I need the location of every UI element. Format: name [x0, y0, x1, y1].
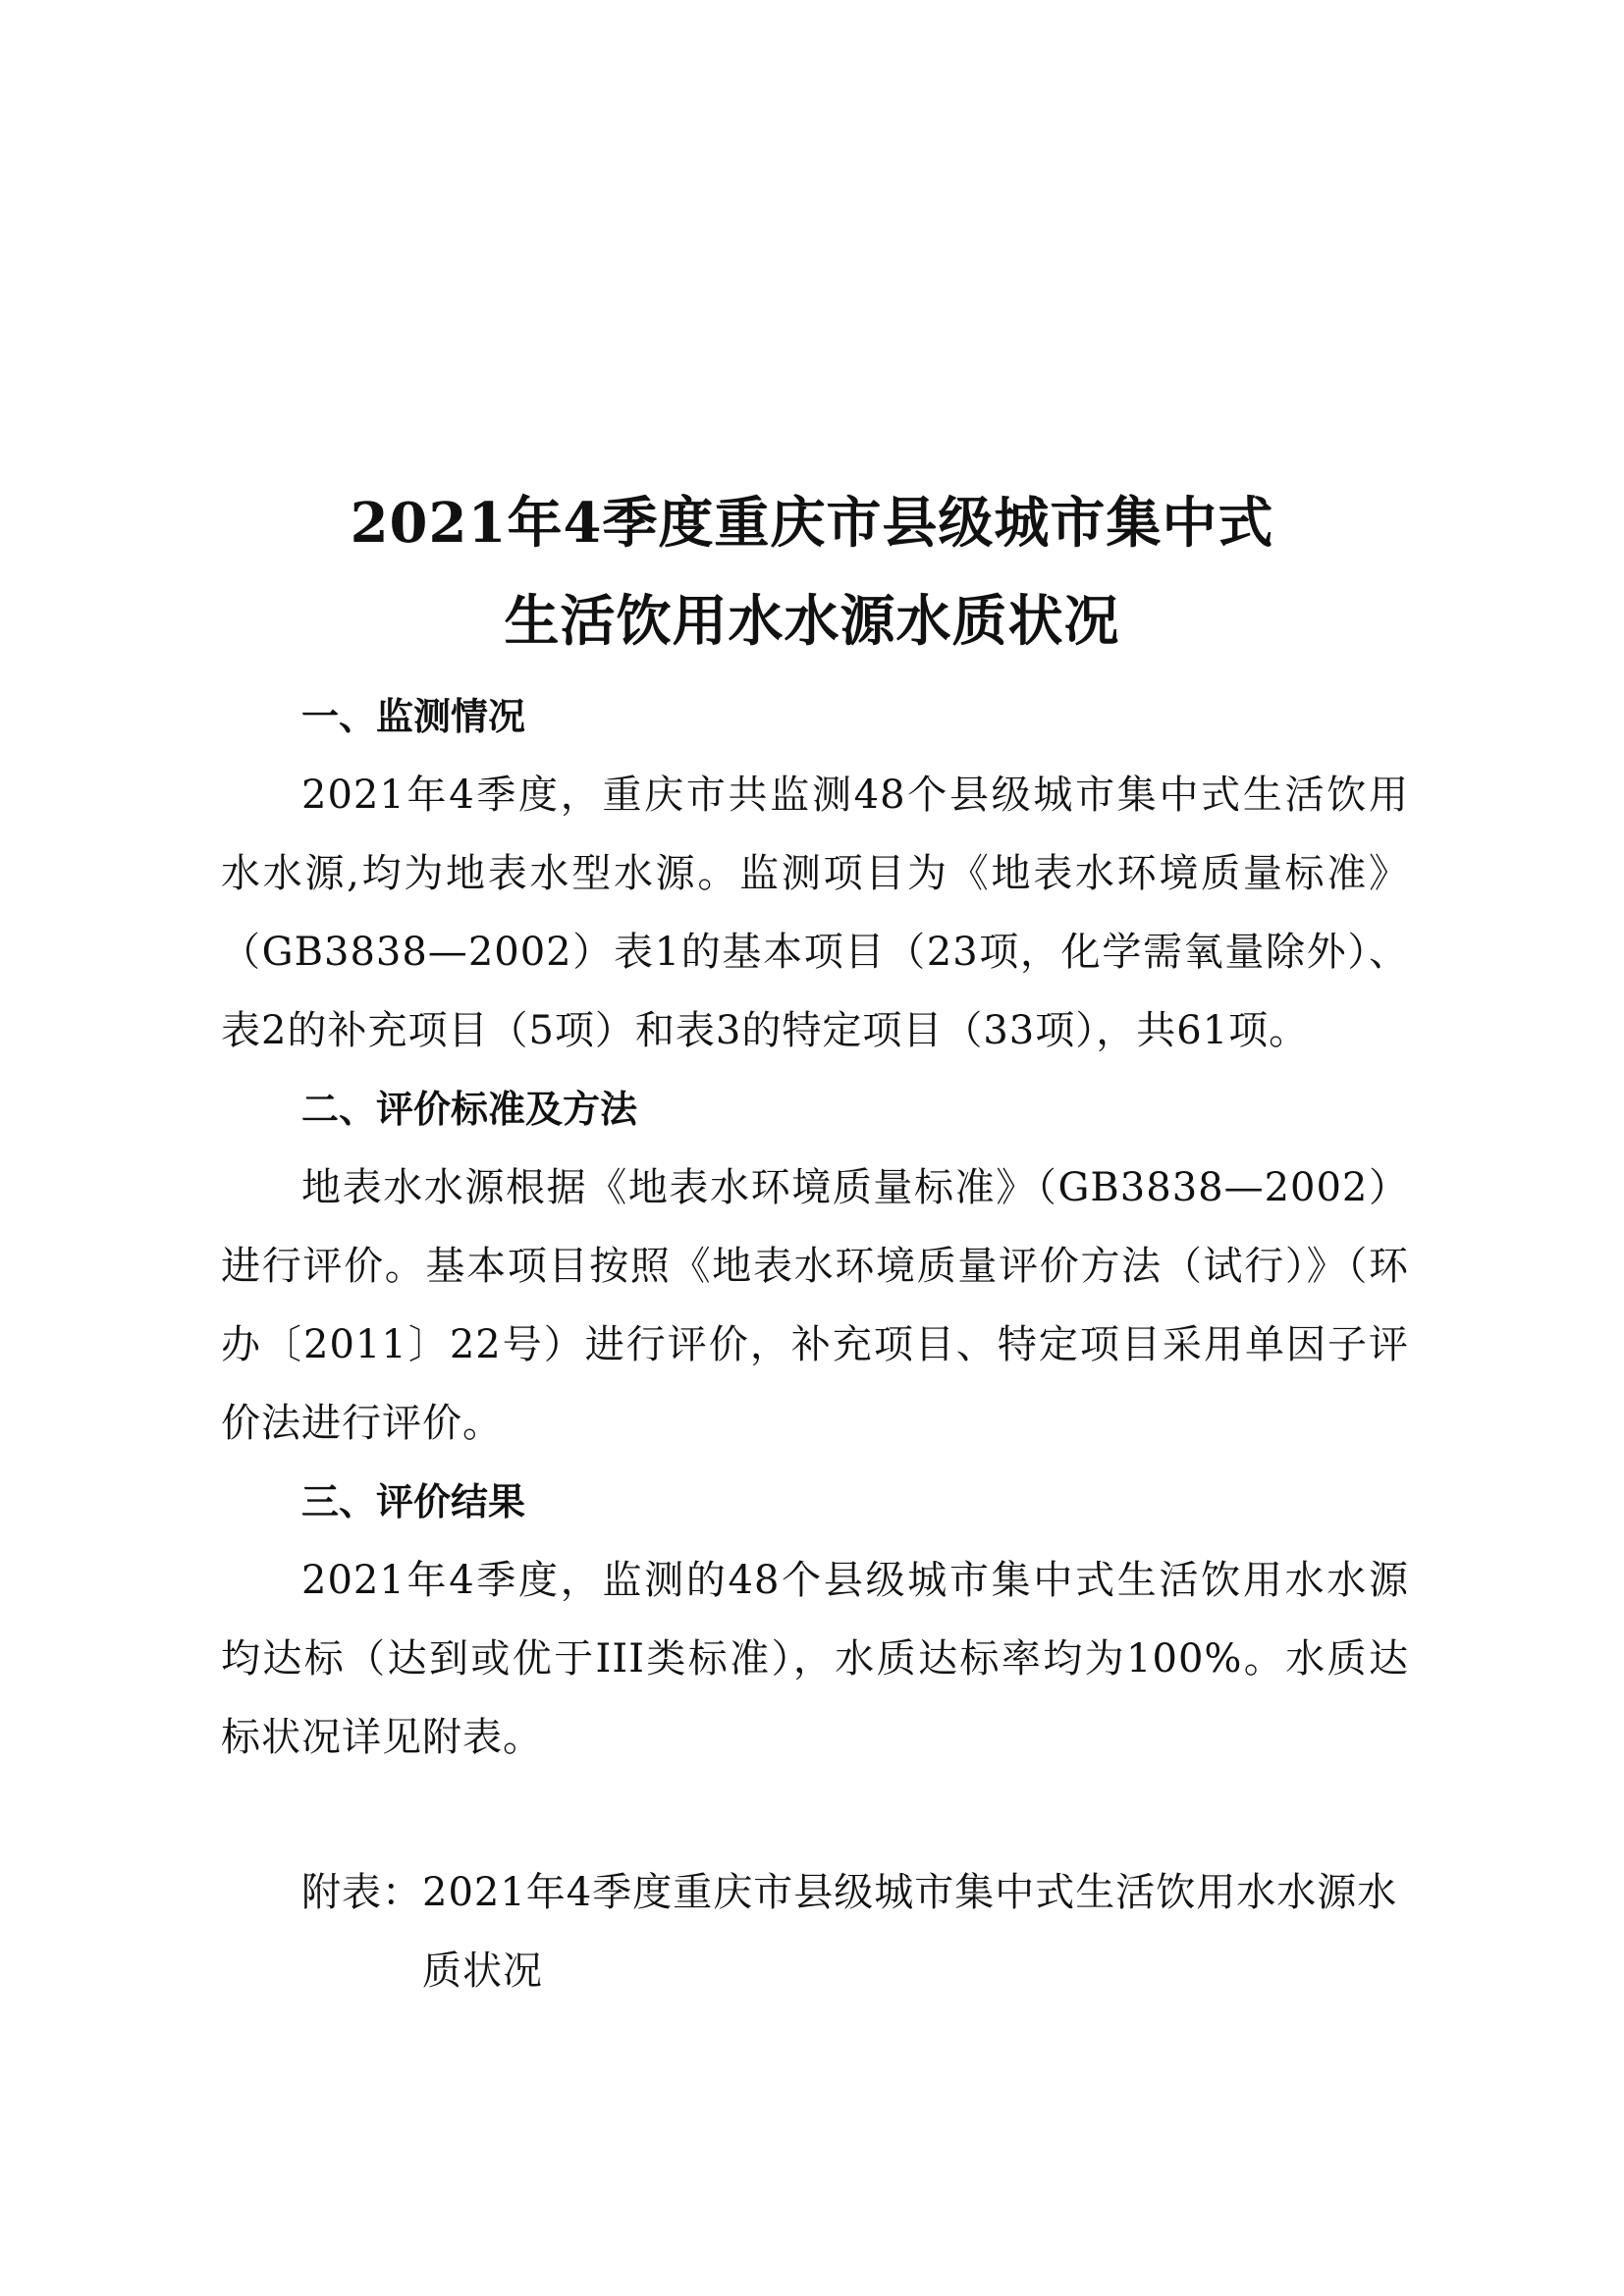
section-heading-evaluation-method: 二、评价标准及方法 [301, 1088, 638, 1131]
section-paragraph-monitoring: 2021年4季度，重庆市共监测48个县级城市集中式生活饮用水水源,均为地表水型水源。监测项目为《地表水环境质量标准》（GB3838—2002）表1的基本项目（23项，化学需氧量除外）、表2的补充项目（5项）和表3的特定项目（33项），共61项。 [221, 773, 1409, 1053]
attachment-title: 2021年4季度重庆市县级城市集中式生活饮用水水源水质状况 [422, 1870, 1398, 1994]
attachment-note [221, 1853, 1409, 2010]
section-monitoring [221, 677, 1409, 1070]
attachment-label: 附表： [301, 1870, 422, 1915]
title-line-1: 2021年4季度重庆市县级城市集中式 [350, 490, 1274, 556]
section-heading-monitoring: 一、监测情况 [301, 695, 526, 738]
document-title [0, 474, 1624, 670]
spacer [221, 1777, 1409, 1853]
title-line-2: 生活饮用水水源水质状况 [504, 588, 1120, 654]
section-heading-evaluation-result: 三、评价结果 [301, 1480, 526, 1523]
section-evaluation-result [221, 1463, 1409, 1777]
section-evaluation-method [221, 1070, 1409, 1463]
section-paragraph-evaluation-method: 地表水水源根据《地表水环境质量标准》（GB3838—2002）进行评价。基本项目按照《地表水环境质量评价方法（试行）》（环办〔2011〕22号）进行评价，补充项目、特定项目采用单因子评价法进行评价。 [221, 1165, 1409, 1446]
section-paragraph-evaluation-result: 2021年4季度，监测的48个县级城市集中式生活饮用水水源均达标（达到或优于III类标准），水质达标率均为100%。水质达标状况详见附表。 [221, 1558, 1409, 1760]
document-body [221, 677, 1409, 2010]
